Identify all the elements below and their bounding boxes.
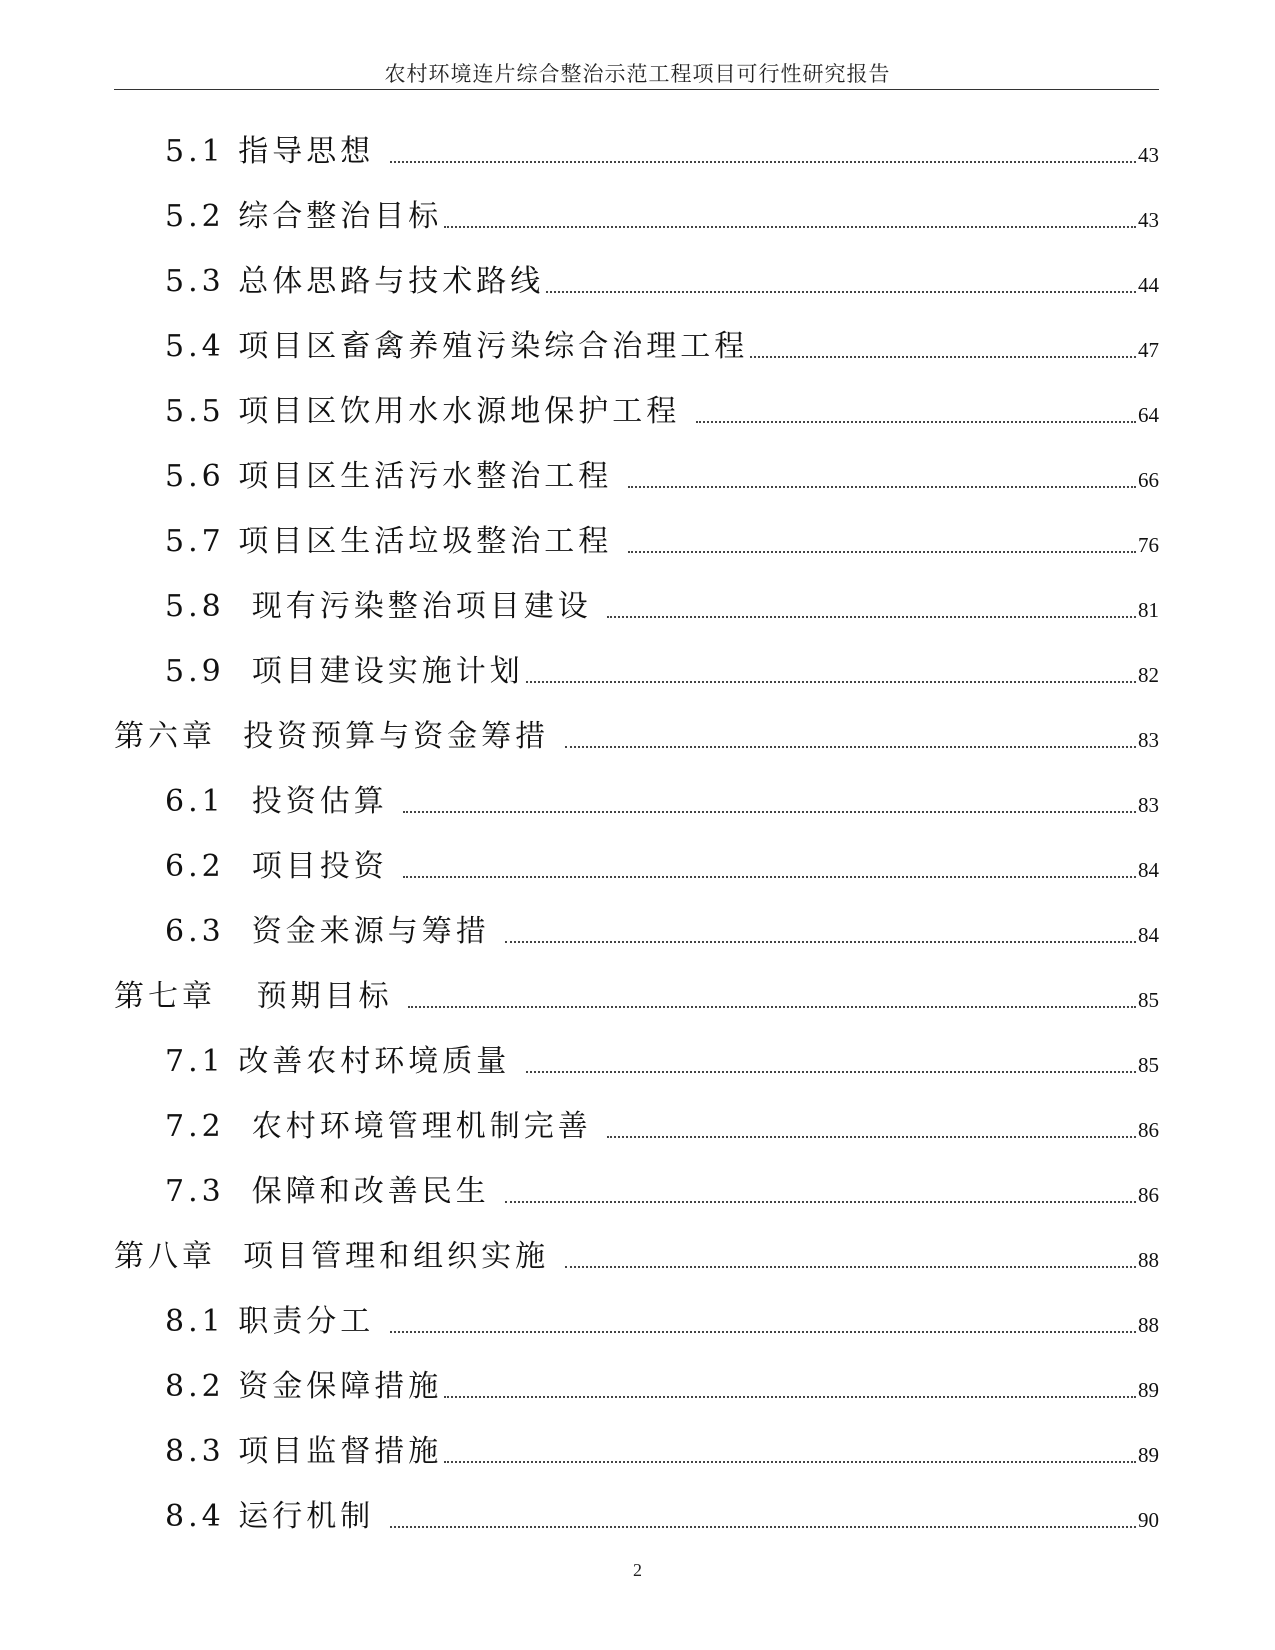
toc-section-entry[interactable] [114,303,1159,368]
toc-entry-label: 第六章 投资预算与资金筹措 [114,719,563,754]
toc-dot-leader [403,811,1136,813]
running-header-title: 农村环境连片综合整治示范工程项目可行性研究报告 [384,62,891,86]
toc-section-entry[interactable] [114,433,1159,498]
toc-section-entry[interactable] [114,238,1159,303]
toc-section-entry[interactable] [114,1018,1159,1083]
toc-dot-leader [408,1006,1136,1008]
toc-section-entry[interactable] [114,498,1159,563]
toc-entry-label: 5.4 项目区畜禽养殖污染综合治理工程 [165,329,749,364]
toc-entry-page-number: 82 [1138,663,1159,687]
toc-dot-leader [444,1396,1136,1398]
toc-dot-leader [546,291,1136,293]
toc-section-entry[interactable] [114,1343,1159,1408]
toc-entry-page-number: 88 [1138,1313,1159,1337]
toc-dot-leader [628,551,1136,553]
toc-entry-page-number: 89 [1138,1378,1159,1402]
toc-entry-label: 8.1 职责分工 [165,1304,388,1339]
toc-section-entry[interactable] [114,1083,1159,1148]
toc-entry-page-number: 44 [1138,273,1159,297]
toc-section-entry[interactable] [114,368,1159,433]
toc-entry-page-number: 81 [1138,598,1159,622]
toc-entry-page-number: 83 [1138,793,1159,817]
toc-entry-label: 6.2 项目投资 [165,849,402,884]
toc-chapter-entry[interactable] [114,953,1159,1018]
toc-entry-label: 5.3 总体思路与技术路线 [165,264,545,299]
toc-dot-leader [505,941,1136,943]
toc-dot-leader [403,876,1136,878]
toc-section-entry[interactable] [114,823,1159,888]
toc-section-entry[interactable] [114,888,1159,953]
toc-entry-label: 6.3 资金来源与筹措 [165,914,504,949]
toc-entry-page-number: 89 [1138,1443,1159,1467]
toc-chapter-entry[interactable] [114,1213,1159,1278]
page-number: 2 [633,1560,642,1580]
toc-entry-page-number: 84 [1138,858,1159,882]
toc-entry-page-number: 85 [1138,988,1159,1012]
toc-entry-label: 5.9 项目建设实施计划 [165,654,524,689]
toc-dot-leader [390,1526,1136,1528]
toc-dot-leader [390,1331,1136,1333]
toc-entry-page-number: 47 [1138,338,1159,362]
toc-section-entry[interactable] [114,628,1159,693]
toc-dot-leader [628,486,1136,488]
toc-entry-label: 7.3 保障和改善民生 [165,1174,504,1209]
toc-entry-label: 5.5 项目区饮用水水源地保护工程 [165,394,694,429]
toc-entry-label: 5.2 综合整治目标 [165,199,443,234]
toc-entry-label: 5.8 现有污染整治项目建设 [165,589,606,624]
toc-section-entry[interactable] [114,1473,1159,1538]
toc-entry-label: 5.1 指导思想 [165,134,388,169]
table-of-contents [114,108,1159,1538]
toc-entry-page-number: 76 [1138,533,1159,557]
toc-entry-page-number: 86 [1138,1183,1159,1207]
toc-dot-leader [607,1136,1136,1138]
toc-dot-leader [696,421,1136,423]
toc-entry-label: 5.7 项目区生活垃圾整治工程 [165,524,626,559]
toc-entry-page-number: 86 [1138,1118,1159,1142]
toc-dot-leader [750,356,1136,358]
toc-dot-leader [526,1071,1136,1073]
toc-section-entry[interactable] [114,758,1159,823]
toc-entry-label: 8.4 运行机制 [165,1499,388,1534]
toc-section-entry[interactable] [114,1278,1159,1343]
toc-dot-leader [505,1201,1136,1203]
toc-entry-label: 第八章 项目管理和组织实施 [114,1239,563,1274]
toc-dot-leader [444,226,1136,228]
toc-entry-page-number: 85 [1138,1053,1159,1077]
toc-dot-leader [526,681,1136,683]
toc-entry-label: 8.2 资金保障措施 [165,1369,443,1404]
toc-section-entry[interactable] [114,1148,1159,1213]
toc-chapter-entry[interactable] [114,693,1159,758]
toc-entry-page-number: 64 [1138,403,1159,427]
toc-entry-label: 7.1 改善农村环境质量 [165,1044,524,1079]
toc-entry-label: 6.1 投资估算 [165,784,402,819]
toc-entry-page-number: 83 [1138,728,1159,752]
toc-entry-label: 7.2 农村环境管理机制完善 [165,1109,606,1144]
toc-entry-page-number: 90 [1138,1508,1159,1532]
toc-entry-label: 8.3 项目监督措施 [165,1434,443,1469]
toc-dot-leader [390,161,1136,163]
toc-dot-leader [565,1266,1136,1268]
toc-section-entry[interactable] [114,563,1159,628]
toc-entry-page-number: 43 [1138,208,1159,232]
toc-dot-leader [607,616,1136,618]
toc-section-entry[interactable] [114,108,1159,173]
toc-entry-page-number: 88 [1138,1248,1159,1272]
toc-entry-page-number: 66 [1138,468,1159,492]
toc-entry-page-number: 84 [1138,923,1159,947]
toc-entry-label: 第七章 预期目标 [114,979,407,1014]
toc-section-entry[interactable] [114,1408,1159,1473]
toc-section-entry[interactable] [114,173,1159,238]
toc-dot-leader [565,746,1136,748]
toc-entry-label: 5.6 项目区生活污水整治工程 [165,459,626,494]
toc-dot-leader [444,1461,1136,1463]
toc-entry-page-number: 43 [1138,143,1159,167]
header-divider [114,89,1159,90]
